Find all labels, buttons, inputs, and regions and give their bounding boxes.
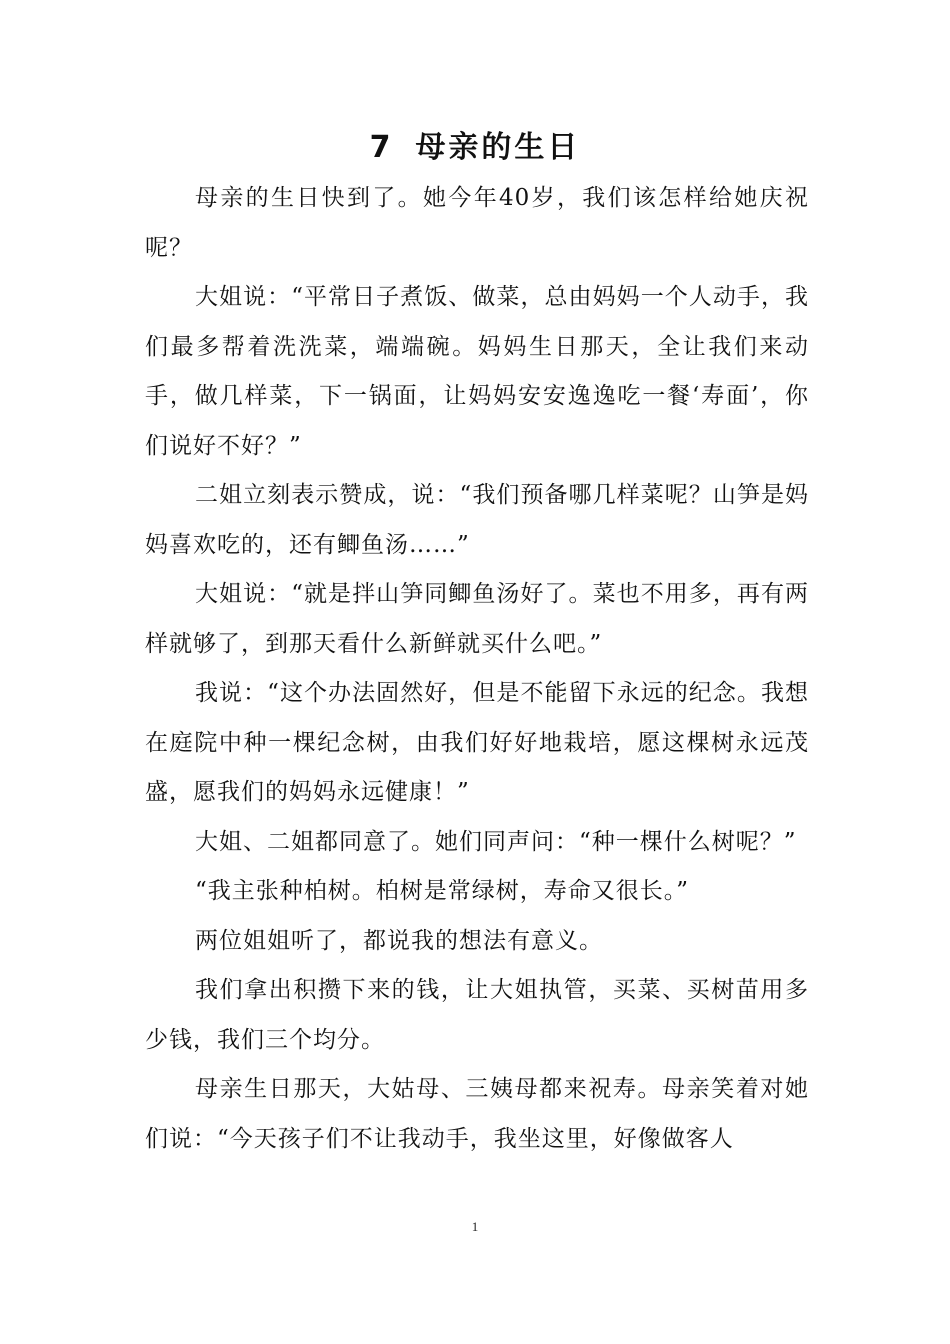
article-body: [145, 174, 809, 1164]
paragraph: 两位姐姐听了，都说我的想法有意义。: [195, 927, 603, 954]
paragraph: 我们拿出积攒下来的钱，让大姐执管，买菜、买树苗用多少钱，我们三个均分。: [145, 977, 809, 1053]
paragraph: 母亲生日那天，大姑母、三姨母都来祝寿。母亲笑着对她们说：“今天孩子们不让我动手，我坐这里，好像做客人: [145, 1076, 809, 1152]
paragraph: “我主张种柏树。柏树是常绿树，寿命又很长。”: [195, 878, 690, 904]
paragraph: 二姐立刻表示赞成，说：“我们预备哪几样菜呢？山笋是妈妈喜欢吃的，还有鲫鱼汤……”: [145, 482, 809, 558]
lesson-number: 7: [369, 130, 394, 165]
paragraph: 我说：“这个办法固然好，但是不能留下永远的纪念。我想在庭院中种一棵纪念树，由我们好好地栽培，愿这棵树永远茂盛，愿我们的妈妈永远健康！”: [145, 680, 809, 805]
paragraph: 大姐说：“平常日子煮饭、做菜，总由妈妈一个人动手，我们最多帮着洗洗菜，端端碗。妈妈生日那天，全让我们来动手，做几样菜，下一锅面，让妈妈安安逸逸吃一餐‘寿面’，你们说好不好？”: [145, 284, 809, 459]
paragraph: 大姐说：“就是拌山笋同鲫鱼汤好了。菜也不用多，再有两样就够了，到那天看什么新鲜就买什么吧。”: [145, 581, 809, 657]
lesson-title-text: 母亲的生日: [415, 130, 581, 165]
paragraph: 母亲的生日快到了。她今年40岁，我们该怎样给她庆祝呢？: [145, 185, 809, 261]
paragraph: 大姐、二姐都同意了。她们同声问：“种一棵什么树呢？”: [195, 828, 797, 855]
page-number: 1: [471, 1219, 479, 1234]
lesson-title: [0, 126, 950, 170]
